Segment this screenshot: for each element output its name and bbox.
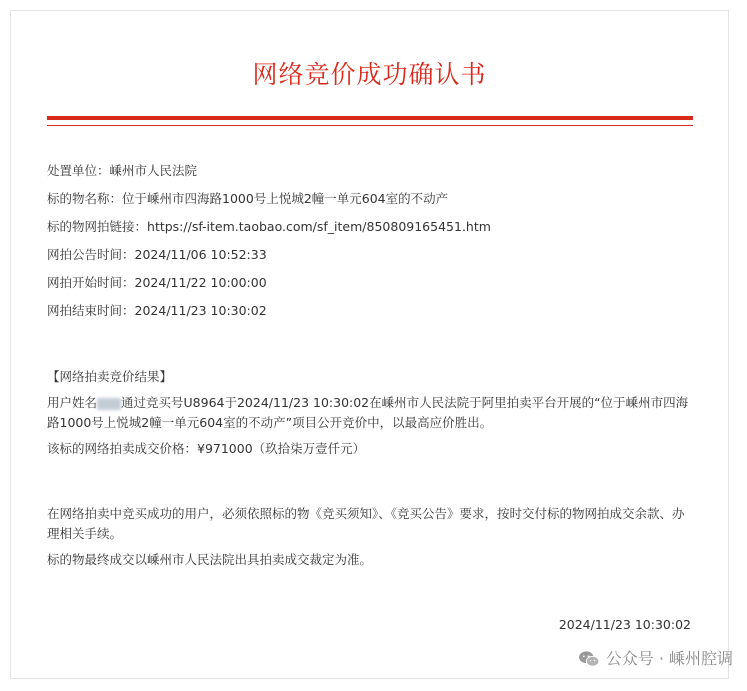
- title-divider-thin: [47, 125, 693, 126]
- info-label: 处置单位：: [47, 163, 110, 178]
- item-link[interactable]: https://sf-item.taobao.com/sf_item/850809165451.htm: [147, 219, 491, 234]
- document-title: 网络竞价成功确认书: [252, 60, 487, 89]
- notice-paragraph-1: 在网络拍卖中竞买成功的用户，必须依照标的物《竞买须知》、《竞买公告》要求，按时交付标的物网拍成交余款、办理相关手续。: [47, 506, 685, 541]
- info-value: 嵊州市人民法院: [109, 163, 198, 178]
- info-label: 网拍公告时间：: [47, 247, 135, 262]
- info-value: 2024/11/06 10:52:33: [134, 247, 267, 262]
- issue-date: 2024/11/23 10:30:02: [558, 617, 691, 632]
- watermark-text: 公众号 · 嵊州腔调: [605, 649, 733, 668]
- info-row-end-time: [47, 301, 267, 321]
- info-label: 标的物名称：: [47, 191, 123, 206]
- result-prefix: 用户姓名: [47, 395, 98, 410]
- info-row-disposal-unit: [47, 161, 197, 181]
- info-row-item-link: [47, 217, 491, 237]
- info-value: 2024/11/22 10:00:00: [134, 275, 267, 290]
- result-paragraph: [47, 393, 693, 433]
- info-row-start-time: [47, 273, 267, 293]
- watermark: [578, 648, 733, 670]
- info-row-announce-time: [47, 245, 267, 265]
- price-line: 该标的网络拍卖成交价格：¥971000（玖拾柒万壹仟元）: [47, 441, 366, 456]
- info-label: 标的物网拍链接：: [47, 219, 148, 234]
- notice-paragraph-2: 标的物最终成交以嵊州市人民法院出具拍卖成交裁定为准。: [47, 552, 373, 567]
- confirmation-document: [10, 10, 729, 679]
- title-divider-thick: [47, 116, 693, 120]
- info-row-item-name: [47, 189, 448, 209]
- wechat-icon: [578, 650, 600, 668]
- info-label: 网拍结束时间：: [47, 303, 135, 318]
- info-value: 2024/11/23 10:30:02: [134, 303, 267, 318]
- result-heading: 【网络拍卖竞价结果】: [47, 369, 173, 384]
- info-value: 位于嵊州市四海路1000号上悦城2幢一单元604室的不动产: [122, 191, 449, 206]
- info-label: 网拍开始时间：: [47, 275, 135, 290]
- result-text: 通过竞买号U8964于2024/11/23 10:30:02在嵊州市人民法院于阿里拍卖平台开展的“位于嵊州市四海路1000号上悦城2幢一单元604室的不动产”项目公开竞价中，以最高应价胜出。: [47, 395, 689, 430]
- redacted-name: [97, 398, 121, 410]
